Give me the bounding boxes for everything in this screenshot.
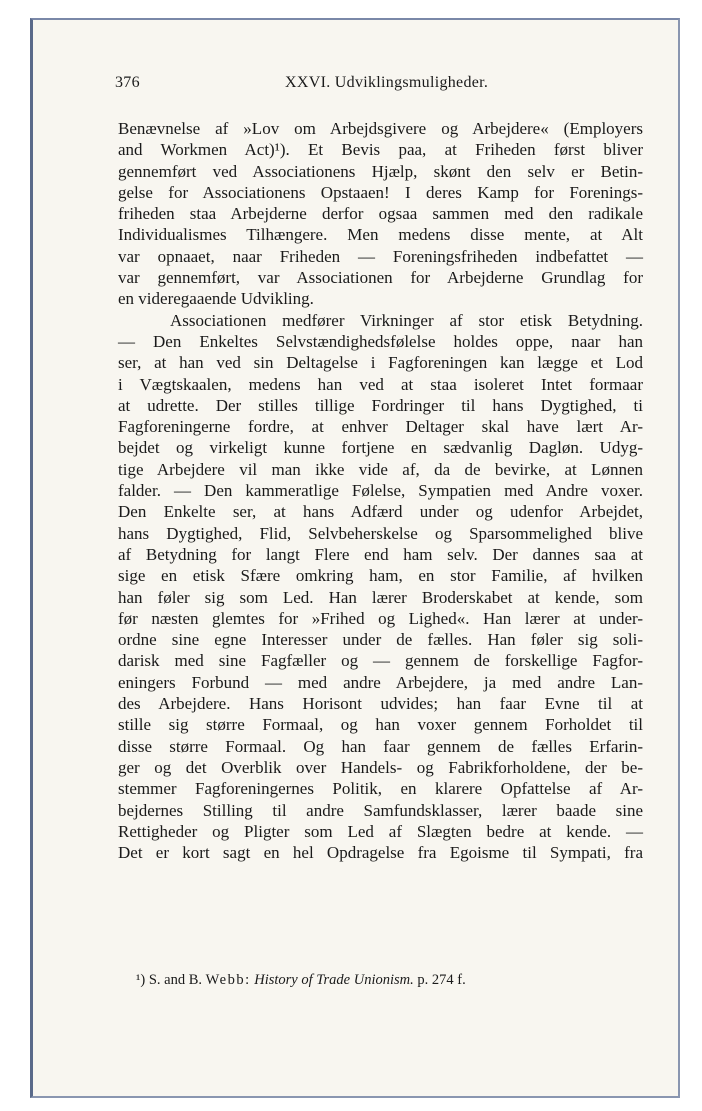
footnote-marker: ¹) (136, 972, 146, 988)
text-line: ordne sine egne Interesser under de fælles. Han føler sig soli- (118, 630, 643, 650)
text-line: Benævnelse af »Lov om Arbejdsgivere og Arbejdere« (Employers (118, 119, 643, 138)
text-line: Det er kort sagt en hel Opdragelse fra Egoisme til Sympati, fra (118, 843, 643, 863)
text-line: darisk med sine Fagfæller og — gennem de forskellige Fagfor- (118, 651, 643, 671)
page-number: 376 (115, 74, 140, 91)
text-line: var opnaaet, naar Friheden — Foreningsfriheden indbefattet — (118, 246, 643, 266)
text-line: friheden staa Arbejderne derfor ogsaa sammen med den radikale (118, 204, 643, 224)
footnote-author-surname: Webb: (205, 972, 251, 988)
text-line: des Arbejdere. Hans Horisont udvides; han faar Evne til at (118, 694, 643, 714)
footnote (136, 972, 466, 989)
text-line: bejdernes Stilling til andre Samfundsklasser, lærer baade sine (118, 800, 643, 820)
text-line: disse større Formaal. Og han faar gennem de fælles Erfarin- (118, 736, 643, 756)
text-line: stemmer Fagforeningernes Politik, en klarere Opfattelse af Ar- (118, 779, 643, 799)
text-line: ser, at han ved sin Deltagelse i Fagforeningen kan lægge et Lod (118, 353, 643, 373)
text-line: han føler sig som Led. Han lærer Broderskabet at kende, som (118, 587, 643, 607)
text-line: af Betydning for langt Flere end ham selv. Der dannes saa at (118, 544, 643, 564)
text-line: en videregaaende Udvikling. (118, 289, 314, 309)
text-line: Rettigheder og Pligter som Led af Slægten bedre at kende. — (118, 821, 643, 841)
footnote-title: History of Trade Unionism. (254, 972, 414, 988)
body-text (118, 118, 643, 863)
text-line: sige en etisk Sfære omkring ham, en stor Familie, af hvilken (118, 566, 643, 586)
text-line: eningers Forbund — med andre Arbejdere, ja med andre Lan- (118, 672, 643, 692)
text-line: tige Arbejdere vil man ikke vide af, da de bevirke, at Lønnen (118, 459, 643, 479)
text-line: stille sig større Formaal, og han voxer gennem Forholdet til (118, 715, 643, 735)
text-line: Den Enkelte ser, at hans Adfærd under og udenfor Arbejdet, (118, 502, 643, 522)
text-line: hans Dygtighed, Flid, Selvbeherskelse og Sparsommelighed blive (118, 523, 643, 543)
text-line: Individualismes Tilhængere. Men medens disse mente, at Alt (118, 225, 643, 245)
text-line: — Den Enkeltes Selvstændighedsfølelse holdes oppe, naar han (118, 331, 643, 351)
running-title: XXVI. Udviklingsmuligheder. (285, 74, 489, 91)
paragraph-start-line: Associationen medfører Virkninger af stor etisk Betydning. (170, 310, 643, 330)
text-line: gennemført ved Associationens Hjælp, skønt den selv er Betin- (118, 161, 643, 181)
text-line: ger og det Overblik over Handels- og Fabrikforholdene, der be- (118, 757, 643, 777)
text-line: i Vægtskaalen, medens han ved at staa isoleret Intet formaar (118, 374, 643, 394)
footnote-reference: p. 274 f. (417, 972, 466, 988)
text-line: var gennemført, var Associationen for Arbejderne Grundlag for (118, 268, 643, 288)
text-line: før næsten glemtes for »Frihed og Lighed«. Han lærer at under- (118, 608, 643, 628)
text-line: gelse for Associationens Opstaaen! I deres Kamp for Forenings- (118, 182, 643, 202)
text-line: Fagforeningerne fordre, at enhver Deltager skal have lært Ar- (118, 417, 643, 437)
text-line: at udrette. Der stilles tillige Fordringer til hans Dygtighed, ti (118, 395, 643, 415)
text-line: and Workmen Act)¹). Et Bevis paa, at Friheden først bliver (118, 140, 643, 160)
text-line: falder. — Den kammeratlige Følelse, Sympatien med Andre voxer. (118, 481, 643, 501)
footnote-authors: S. and B. (148, 972, 202, 988)
text-line: bejdet og virkeligt kunne fortjene en sædvanlig Dagløn. Udyg- (118, 438, 643, 458)
